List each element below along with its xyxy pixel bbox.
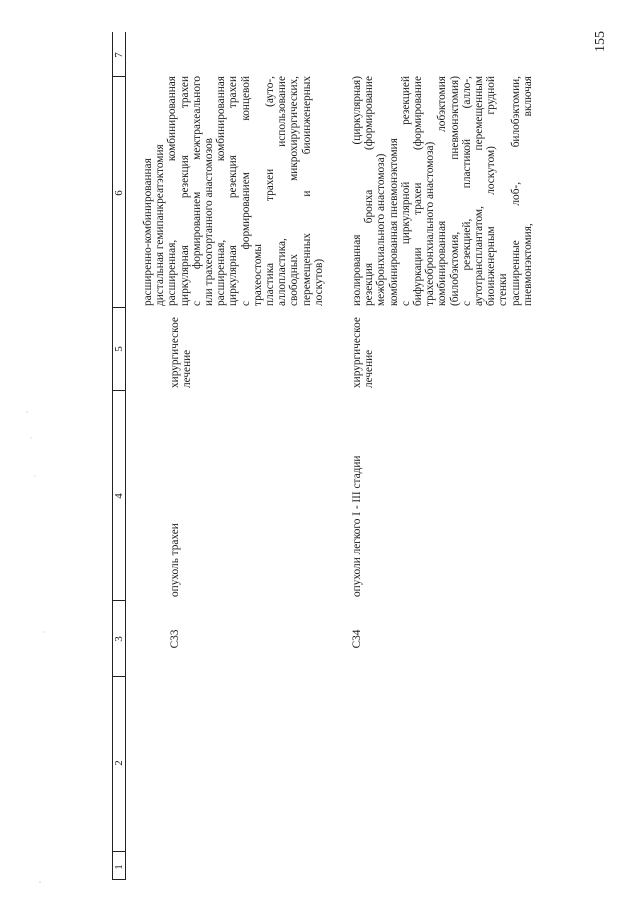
table-row-c33-code: C33 xyxy=(169,629,181,649)
method-line: с формированием концевой xyxy=(239,76,252,306)
method-line: комбинированная лобэктомия xyxy=(436,76,449,306)
method-line: пневмонэктомия, включая xyxy=(521,76,534,306)
method-line: расширенная, комбинированная xyxy=(215,76,228,306)
column-divider-1 xyxy=(112,879,126,880)
method-line: с резекцией, пластикой (алло-, xyxy=(460,76,473,306)
method-line: расширенная, комбинированная xyxy=(166,76,179,306)
method-line: с циркулярной резекцией xyxy=(399,76,412,306)
header-bottom-rule xyxy=(125,32,126,880)
method-line: бифуркации трахеи (формирование xyxy=(412,76,425,306)
method-line: изолированная (циркулярная) xyxy=(351,76,363,306)
method-line: свободных микрохирургических, xyxy=(288,76,301,306)
table-row-c34-code: C34 xyxy=(351,629,363,649)
page-number: 155 xyxy=(593,31,608,52)
column-number-3: 3 xyxy=(113,636,125,642)
method-line: перемещенных и биоинженерных xyxy=(300,76,313,306)
column-number-2: 2 xyxy=(113,760,125,766)
method-line: аутотрансплантатом, перемещенным xyxy=(473,76,486,306)
method-line: трахеостомы xyxy=(251,243,264,306)
rotated-table xyxy=(112,32,627,880)
column-number-1: 1 xyxy=(113,864,125,870)
method-line: комбинированная пневмонэктомия xyxy=(387,138,400,306)
column-divider-2 xyxy=(112,851,126,852)
column-number-4: 4 xyxy=(113,493,125,499)
method-line: биоинженерным лоскутом) грудной xyxy=(485,76,498,306)
table-row-c33-condition: опухоль трахеи xyxy=(169,523,181,597)
method-line: с формированием межтрахеального xyxy=(190,76,203,306)
method-line: циркулярная резекция трахеи xyxy=(178,76,191,306)
table-row-c34-methods xyxy=(351,76,534,306)
table-row-c34-treatment: хирургическое лечение xyxy=(351,317,376,388)
method-line: трахеобронхиального анастомоза) xyxy=(424,141,437,306)
column-divider-3 xyxy=(112,676,126,677)
column-number-7: 7 xyxy=(113,52,125,58)
method-line: дистальная гемипанкреатэктомия xyxy=(154,144,167,306)
method-line: циркулярная резекция трахеи xyxy=(227,76,240,306)
method-line: аллопластика, использование xyxy=(276,76,289,306)
column-number-5: 5 xyxy=(113,346,125,352)
column-divider-5 xyxy=(112,390,126,391)
method-line: пластика трахеи (ауто-, xyxy=(264,76,277,306)
method-line: стенки xyxy=(497,273,510,306)
method-line: расширенно-комбинированная xyxy=(142,158,154,306)
table-row-c34-condition: опухоли легкого I - III стадии xyxy=(351,455,363,597)
table-row-c33-methods xyxy=(142,76,325,306)
method-line: резекция бронха (формирование xyxy=(363,76,376,306)
column-divider-6 xyxy=(112,307,126,308)
table-row-c33-treatment: хирургическое лечение xyxy=(169,317,194,388)
method-line: лоскутов) xyxy=(312,258,325,306)
column-number-6: 6 xyxy=(113,190,125,196)
column-divider-7 xyxy=(112,76,126,77)
method-line: (билобэктомия, пневмонэктомия) xyxy=(448,76,461,306)
method-line: или трахеогортанного анастомозов xyxy=(203,138,216,306)
column-divider-4 xyxy=(112,600,126,601)
method-line: расширенные лоб-, билобэктомии, xyxy=(509,76,522,306)
method-line: межбронхиального анастомоза) xyxy=(375,153,388,306)
